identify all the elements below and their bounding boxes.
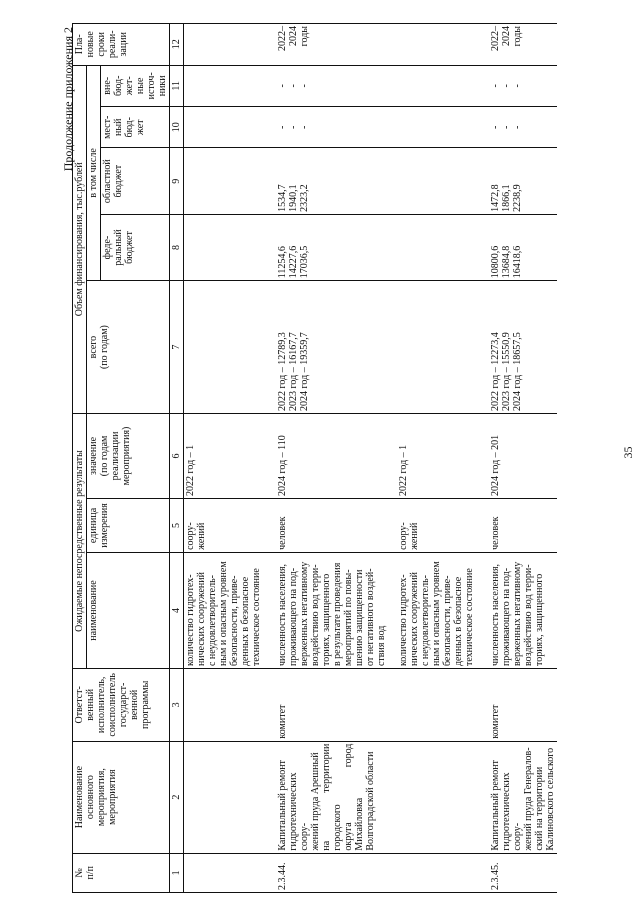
row-result-value: 2022 год – 1 xyxy=(184,413,264,498)
header-name: Наименование основного мероприятия, мероприятия xyxy=(73,741,170,853)
row-result-unit: соору- жений xyxy=(388,498,476,552)
header-executor: Ответст- венный исполнитель, соисполнитель государст- венной программы xyxy=(73,669,170,742)
column-number: 6 xyxy=(170,413,184,498)
row-result-name: количество гидротех- нических сооружений с неудовлетворитель- ным и опасным уровнем безопасности, приве- денных в безопасное техническое состояние xyxy=(184,552,264,668)
row-num: 2.3.44. xyxy=(263,853,388,892)
table-row xyxy=(388,24,476,893)
column-number: 8 xyxy=(170,214,184,280)
column-number: 7 xyxy=(170,281,184,414)
column-number: 1 xyxy=(170,853,184,892)
row-name: Капитальный ремонт гидротехнических соору- жений пруда Генералов- ский на территории Калиновского сельского xyxy=(476,741,557,853)
row-name xyxy=(388,741,476,853)
row-regional xyxy=(388,148,476,214)
header-results-group: Ожидаемые непосредственные результаты xyxy=(73,413,87,668)
row-name: Капитальный ремонт гидротехнических соору- жений пруда Арешный на территории городского округа город Михайловка Волгоградской области xyxy=(263,741,388,853)
row-period: 2022– 2024 годы xyxy=(476,24,557,66)
column-number: 4 xyxy=(170,552,184,668)
column-number: 10 xyxy=(170,107,184,148)
row-num: 2.3.45. xyxy=(476,853,557,892)
row-result-unit: соору- жений xyxy=(184,498,264,552)
row-result-name: численность населения, проживающего на под- верженных негативному воздействию вод терри- ториях, защищенного xyxy=(476,552,557,668)
table-row xyxy=(263,24,388,893)
row-result-name: количество гидротех- нических сооружений с неудовлетворитель- ным и опасным уровнем безопасности, приве- денных в безопасное техническое состояние xyxy=(388,552,476,668)
row-executor xyxy=(388,669,476,742)
row-local xyxy=(388,107,476,148)
row-total: 2022 год – 12789,3 2023 год – 16167,7 2024 год – 19359,7 xyxy=(263,281,388,414)
row-local xyxy=(184,107,264,148)
continuation-label: Продолжение приложения 2 xyxy=(61,27,75,172)
column-number: 9 xyxy=(170,148,184,214)
row-period xyxy=(184,24,264,66)
row-regional: 1534,7 1940,1 2323,2 xyxy=(263,148,388,214)
program-table xyxy=(72,23,557,893)
row-federal xyxy=(388,214,476,280)
row-regional xyxy=(184,148,264,214)
header-finance-local: мест- ный бюд- жет xyxy=(101,107,170,148)
column-number: 11 xyxy=(170,65,184,106)
header-finance-regional: областной бюджет xyxy=(101,148,170,214)
row-extra xyxy=(388,65,476,106)
row-federal xyxy=(184,214,264,280)
header-finance-incl: в том числе xyxy=(87,65,101,281)
row-executor: комитет xyxy=(476,669,557,742)
row-period xyxy=(388,24,476,66)
row-extra: - - - xyxy=(263,65,388,106)
row-period: 2022– 2024 годы xyxy=(263,24,388,66)
row-num xyxy=(388,853,476,892)
column-number: 2 xyxy=(170,741,184,853)
row-local: - - - xyxy=(476,107,557,148)
table-row xyxy=(476,24,557,893)
row-federal: 11254,6 14227,6 17036,5 xyxy=(263,214,388,280)
column-number: 12 xyxy=(170,24,184,66)
column-number: 5 xyxy=(170,498,184,552)
row-result-unit: человек xyxy=(476,498,557,552)
row-local: - - - xyxy=(263,107,388,148)
row-result-value: 2022 год – 1 xyxy=(388,413,476,498)
column-number: 3 xyxy=(170,669,184,742)
row-result-unit: человек xyxy=(263,498,388,552)
row-regional: 1472,8 1866,1 2238,9 xyxy=(476,148,557,214)
row-result-name: численность населения, проживающего на под- верженных негативному воздействию вод терри- ториях, защищенного в результате проведения мероприятий по повы- шению защищенности от негативного воздей- ствия вод xyxy=(263,552,388,668)
header-num: № п/п xyxy=(73,853,170,892)
page-number: 35 xyxy=(621,446,635,459)
row-result-value: 2024 год – 201 xyxy=(476,413,557,498)
header-result-unit: единица измерения xyxy=(87,498,170,552)
row-num xyxy=(184,853,264,892)
row-extra: - - - xyxy=(476,65,557,106)
header-period: Пла- новые сроки реали- зации xyxy=(73,24,170,66)
header-finance-federal: феде- ральный бюджет xyxy=(101,214,170,280)
header-finance-extra: вне- бюд- жет- ные источ- ники xyxy=(101,65,170,106)
row-total xyxy=(388,281,476,414)
row-extra xyxy=(184,65,264,106)
row-result-value: 2024 год – 110 xyxy=(263,413,388,498)
header-result-value: значение (по годам реализации мероприятия) xyxy=(87,413,170,498)
header-result-name: наименование xyxy=(87,552,170,668)
header-finance-total: всего (по годам) xyxy=(87,281,170,414)
row-federal: 10800,6 13684,8 16418,6 xyxy=(476,214,557,280)
row-total xyxy=(184,281,264,414)
header-finance-group: Объем финансирования, тыс.рублей xyxy=(73,65,87,413)
row-total: 2022 год – 12273,4 2023 год – 15550,9 2024 год – 18657,5 xyxy=(476,281,557,414)
table-row xyxy=(184,24,264,893)
row-executor: комитет xyxy=(263,669,388,742)
row-executor xyxy=(184,669,264,742)
row-name xyxy=(184,741,264,853)
